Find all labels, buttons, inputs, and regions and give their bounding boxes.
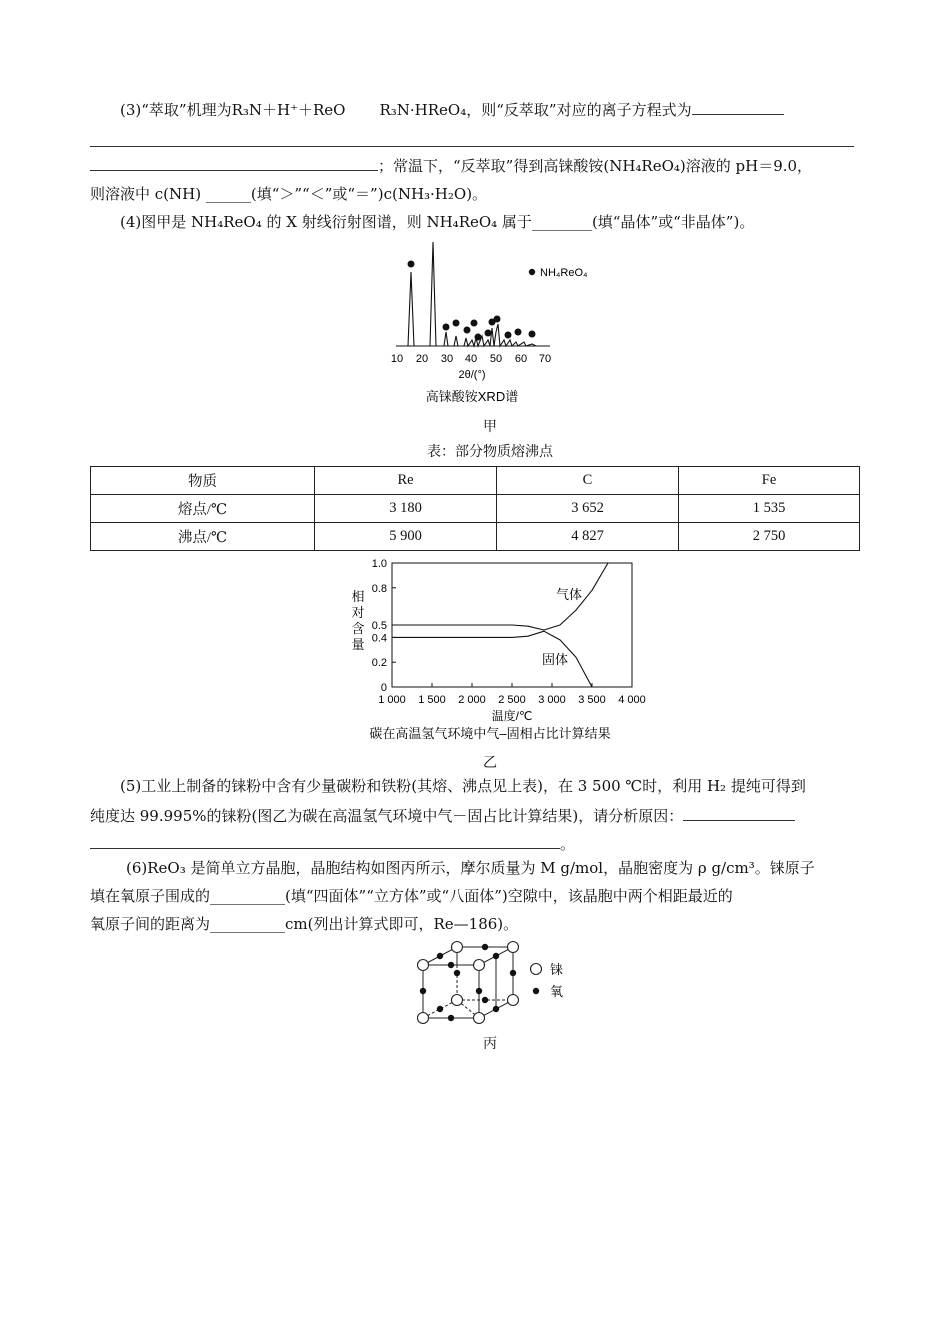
chart-x-axis-label: 温度/℃ bbox=[491, 709, 533, 723]
table-cell: 4 827 bbox=[497, 523, 679, 551]
y-tick-label: 0 bbox=[380, 682, 387, 694]
oxygen-atoms bbox=[420, 944, 516, 1021]
legend-oxygen-label: 氧 bbox=[550, 984, 564, 999]
y-tick-label: 0.2 bbox=[371, 657, 387, 670]
table-cell: 1 535 bbox=[679, 495, 860, 523]
chart-title: 碳在高温氢气环境中气–固相占比计算结果 bbox=[369, 726, 611, 741]
figure-yi-label: 乙 bbox=[483, 755, 497, 771]
melting-boiling-table bbox=[90, 466, 860, 551]
table-header-cell: C bbox=[497, 467, 679, 495]
svg-text:10: 10 bbox=[390, 353, 404, 365]
q3-line3: 则溶液中 c(NH) ______(填“＞”“＜”或“＝”)c(NH₃·H₂O)。 bbox=[90, 185, 488, 203]
y-label-char-1: 相 bbox=[351, 589, 365, 604]
table-header-cell: Re bbox=[315, 467, 497, 495]
legend-rhenium-label: 铼 bbox=[550, 962, 564, 977]
x-tick-label: 1 000 bbox=[378, 694, 406, 706]
table-caption: 表：部分物质熔沸点 bbox=[427, 444, 553, 460]
q6-line3: 氧原子间的距离为__________cm(列出计算式即可，Re—186)。 bbox=[90, 915, 519, 933]
table-cell: 熔点/℃ bbox=[91, 495, 315, 523]
table-row bbox=[91, 523, 860, 551]
svg-text:40: 40 bbox=[464, 353, 478, 365]
x-tick-label: 4 000 bbox=[618, 694, 646, 706]
q5-line3: 。 bbox=[90, 834, 575, 854]
table-cell: 3 180 bbox=[315, 495, 497, 523]
y-tick-label: 0.5 bbox=[371, 620, 387, 632]
figure-jia-label: 甲 bbox=[483, 419, 497, 435]
table-row bbox=[91, 495, 860, 523]
svg-text:30: 30 bbox=[440, 353, 454, 365]
q3-line2: ；常温下，“反萃取”得到高铼酸铵(NH₄ReO₄)溶液的 pH＝9.0， bbox=[90, 156, 812, 176]
q5-answer-blank-1[interactable] bbox=[683, 806, 795, 821]
table-cell: 5 900 bbox=[315, 523, 497, 551]
y-tick-label: 1.0 bbox=[371, 558, 387, 570]
q5-line1: (5)工业上制备的铼粉中含有少量碳粉和铁粉(其熔、沸点见上表)，在 3 500 ℃时，利用 H₂ 提纯可得到 bbox=[120, 777, 806, 795]
xrd-legend-dot bbox=[529, 269, 535, 275]
q4-line: (4)图甲是 NH₄ReO₄ 的 X 射线衍射图谱，则 NH₄ReO₄ 属于________(填“晶体”或“非晶体”)。 bbox=[120, 213, 755, 231]
q6-line2: 填在氧原子围成的__________(填“四面体”“立方体”或“八面体”)空隙中，该晶胞中两个相距最近的 bbox=[90, 887, 733, 905]
x-tick-label: 2 500 bbox=[498, 694, 526, 706]
y-tick-label: 0.4 bbox=[371, 632, 387, 645]
y-label-char-2: 对 bbox=[351, 605, 365, 620]
q3-line1: (3)“萃取”机理为R₃N＋H⁺＋ReO R₃N·HReO₄，则“反萃取”对应的离子方程式为 bbox=[120, 100, 784, 120]
y-label-char-3: 含 bbox=[351, 621, 365, 636]
table-cell: 3 652 bbox=[497, 495, 679, 523]
q6-line1: (6)ReO₃ 是简单立方晶胞，晶胞结构如图丙所示，摩尔质量为 M g/mol，晶胞密度为 ρ g/cm³。铼原子 bbox=[126, 859, 815, 877]
q3-answer-blank-1[interactable] bbox=[692, 100, 784, 115]
svg-text:20: 20 bbox=[415, 353, 429, 365]
table-cell: 2 750 bbox=[679, 523, 860, 551]
table-header-row bbox=[91, 467, 860, 495]
y-label-char-4: 量 bbox=[351, 637, 365, 652]
xrd-figure bbox=[380, 236, 620, 408]
x-tick-label: 3 000 bbox=[538, 694, 566, 706]
crystal-cell-figure bbox=[410, 940, 580, 1030]
svg-text:50: 50 bbox=[489, 353, 503, 365]
x-tick-label: 1 500 bbox=[418, 694, 446, 706]
svg-text:60: 60 bbox=[514, 353, 528, 365]
legend-oxygen-icon bbox=[533, 988, 539, 994]
figure-bing-label: 丙 bbox=[483, 1036, 497, 1052]
q5-answer-blank-2[interactable] bbox=[90, 834, 560, 849]
chart-x-ticks bbox=[378, 683, 646, 706]
legend-rhenium-icon bbox=[531, 964, 542, 975]
chart-series bbox=[392, 563, 608, 687]
x-tick-label: 2 000 bbox=[458, 694, 486, 706]
xrd-peak-markers bbox=[408, 261, 536, 341]
table-header-cell: Fe bbox=[679, 467, 860, 495]
q3-answer-rule[interactable] bbox=[90, 146, 854, 147]
svg-text:70: 70 bbox=[538, 353, 552, 365]
curve-label-gas: 气体 bbox=[556, 587, 583, 602]
y-tick-label: 0.8 bbox=[371, 582, 387, 595]
xrd-legend-label: NH₄ReO₄ bbox=[540, 267, 588, 279]
cell-edges bbox=[423, 947, 513, 1018]
q5-line2: 纯度达 99.995%的铼粉(图乙为碳在高温氢气环境中气－固占比计算结果)，请分析原因： bbox=[90, 806, 795, 826]
table-cell: 沸点/℃ bbox=[91, 523, 315, 551]
chart-y-label bbox=[351, 589, 364, 652]
phase-ratio-chart bbox=[330, 556, 670, 748]
curve-label-solid: 固体 bbox=[542, 652, 569, 667]
x-tick-label: 3 500 bbox=[578, 694, 606, 706]
xrd-x-ticks bbox=[391, 353, 551, 365]
table-header-cell: 物质 bbox=[91, 467, 315, 495]
q3-answer-blank-2[interactable] bbox=[90, 156, 378, 171]
rhenium-atoms bbox=[418, 942, 519, 1024]
xrd-title: 高铼酸铵XRD谱 bbox=[425, 389, 519, 404]
xrd-x-axis-label: 2θ/(°) bbox=[458, 369, 486, 381]
